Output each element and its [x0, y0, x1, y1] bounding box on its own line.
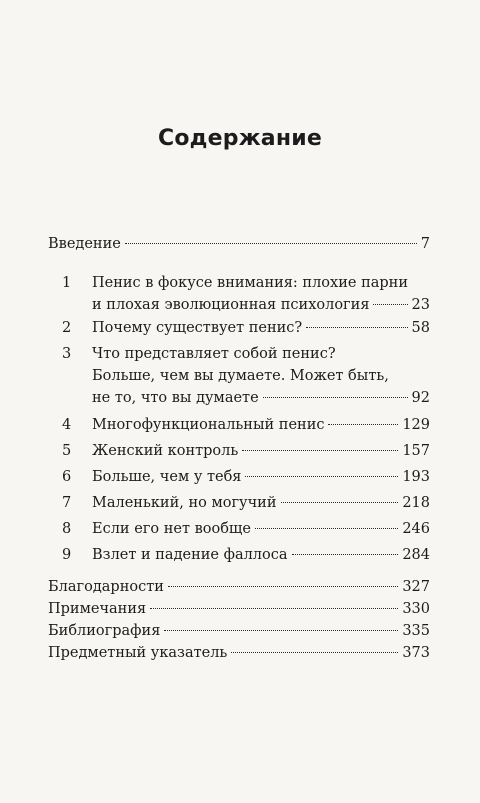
toc-page-number: 7	[420, 236, 430, 252]
chapter-number: 8	[62, 521, 72, 537]
toc-chapter-2	[48, 317, 430, 339]
toc-line	[92, 387, 430, 409]
toc-line	[92, 544, 430, 566]
toc-entry-label: Библиография	[48, 623, 161, 639]
toc-page-number: 246	[402, 521, 430, 537]
toc-page-number: 23	[411, 297, 430, 313]
toc-chapter-9	[48, 544, 430, 566]
toc-page-number: 129	[402, 417, 430, 433]
toc-chapter-6	[48, 466, 430, 488]
toc-page-number: 193	[402, 469, 430, 485]
dot-leader	[168, 585, 398, 587]
toc-line	[92, 294, 430, 316]
toc-entry-acknowledgements	[48, 576, 430, 598]
toc-entry-label: Взлет и падение фаллоса	[92, 547, 288, 563]
toc-chapter-3-line-2	[48, 365, 430, 387]
toc-entry-bibliography	[48, 620, 430, 642]
toc-page-number: 157	[402, 443, 430, 459]
toc-line	[92, 492, 430, 514]
dot-leader	[255, 527, 398, 529]
toc-entry-label: Предметный указатель	[48, 645, 228, 661]
dot-leader	[242, 449, 398, 451]
toc-line	[92, 317, 430, 339]
toc-line	[48, 620, 430, 642]
chapter-number: 5	[62, 443, 72, 459]
chapter-number: 2	[62, 320, 72, 336]
toc-chapter-8	[48, 518, 430, 540]
chapter-number: 3	[62, 346, 72, 362]
toc-chapter-1-last-line	[48, 294, 430, 316]
toc-page-number: 335	[402, 623, 430, 639]
toc-line	[48, 233, 430, 255]
toc-entry-label: Больше, чем у тебя	[92, 469, 242, 485]
toc-entry-label: Многофункциональный пенис	[92, 417, 325, 433]
toc-entry-label: Почему существует пенис?	[92, 320, 303, 336]
toc-chapter-7	[48, 492, 430, 514]
toc-line	[92, 414, 430, 436]
toc-page-number: 92	[411, 390, 430, 406]
dot-leader	[150, 607, 398, 609]
toc-page-number: 373	[402, 645, 430, 661]
toc-entry-label: Женский контроль	[92, 443, 239, 459]
toc-chapter-5	[48, 440, 430, 462]
dot-leader	[328, 423, 398, 425]
toc-line	[48, 598, 430, 620]
toc-line	[92, 440, 430, 462]
toc-entry-label: не то, что вы думаете	[92, 390, 259, 406]
toc-page-number: 284	[402, 547, 430, 563]
toc-line	[48, 576, 430, 598]
chapter-number: 7	[62, 495, 72, 511]
toc-line	[92, 466, 430, 488]
toc-entry-label: Маленький, но могучий	[92, 495, 277, 511]
toc-chapter-3-last-line	[48, 387, 430, 409]
page-title: Содержание	[158, 126, 322, 151]
chapter-number: 9	[62, 547, 72, 563]
toc-entry-intro	[48, 233, 430, 255]
toc-entry-notes	[48, 598, 430, 620]
toc-line	[92, 518, 430, 540]
toc-entry-label: Благодарности	[48, 579, 164, 595]
toc-chapter-3	[48, 343, 430, 365]
toc-chapter-1	[48, 272, 430, 294]
toc-page-number: 327	[402, 579, 430, 595]
toc-entry-line: Больше, чем вы думаете. Может быть,	[92, 368, 389, 384]
toc-entry-index	[48, 642, 430, 664]
chapter-number: 1	[62, 275, 72, 291]
chapter-number: 4	[62, 417, 72, 433]
dot-leader	[306, 326, 407, 328]
dot-leader	[231, 651, 398, 653]
dot-leader	[281, 501, 399, 503]
toc-page-number: 58	[411, 320, 430, 336]
dot-leader	[245, 475, 398, 477]
dot-leader	[373, 303, 407, 305]
toc-entry-line: Пенис в фокусе внимания: плохие парни	[92, 275, 408, 291]
toc-chapter-4	[48, 414, 430, 436]
dot-leader	[292, 553, 399, 555]
toc-entry-label: Если его нет вообще	[92, 521, 251, 537]
toc-line	[48, 642, 430, 664]
chapter-number: 6	[62, 469, 72, 485]
dot-leader	[164, 629, 398, 631]
dot-leader	[125, 242, 417, 244]
toc-entry-label: и плохая эволюционная психология	[92, 297, 370, 313]
toc-page-number: 218	[402, 495, 430, 511]
dot-leader	[263, 396, 408, 398]
toc-entry-label: Введение	[48, 236, 121, 252]
toc-page-number: 330	[402, 601, 430, 617]
toc-entry-line: Что представляет собой пенис?	[92, 346, 336, 362]
toc-entry-label: Примечания	[48, 601, 147, 617]
